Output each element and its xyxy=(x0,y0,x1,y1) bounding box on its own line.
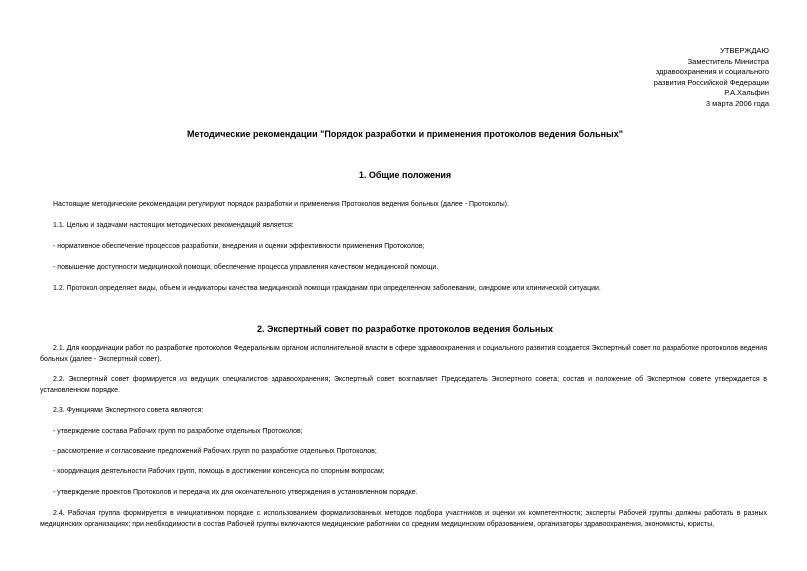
document-title: Методические рекомендации "Порядок разработки и применения протоколов ведения больных" xyxy=(186,129,624,139)
bullet-item: - нормативное обеспечение процессов разработки, внедрения и оценки эффективности применения Протоколов; xyxy=(53,243,425,250)
approval-signatory: Р.А.Хальфин xyxy=(724,88,769,97)
paragraph-2-4: 2.4. Рабочая группа формируется в инициативном порядке с использованием формализованных методов подбора участников и оценки их компетентности; эксперты Рабочей группы должны работать в разных медицинских организациях; при необходимости в состав Рабочей группы включаются медицинские работники со средним медицинским образованием, организаторы здравоохранения, экономисты, юристы, xyxy=(40,510,767,528)
paragraph-1-1: 1.1. Целью и задачами настоящих методических рекомендаций является: xyxy=(53,222,294,229)
section-1-heading: 1. Общие положения xyxy=(358,170,452,180)
approval-position: Заместитель Министра xyxy=(687,56,769,66)
approval-date: 3 марта 2006 года xyxy=(705,98,769,108)
paragraph-1-2: 1.2. Протокол определяет виды, объем и индикаторы качества медицинской помощи гражданам при определенном заболевании, синдроме или клинической ситуации. xyxy=(53,285,601,292)
bullet-item: - утверждение проектов Протоколов и передача их для окончательного утверждения в установленном порядке. xyxy=(53,489,418,496)
bullet-item: - повышение доступности медицинской помощи, обеспечение процесса управления качеством медицинской помощи. xyxy=(53,264,439,271)
section-2-heading: 2. Экспертный совет по разработке протоколов ведения больных xyxy=(256,324,554,334)
paragraph-2-3: 2.3. Функциями Экспертного совета являются: xyxy=(53,407,204,414)
approval-ministry-1: здравоохранения и социального xyxy=(655,67,769,76)
paragraph-2-2: 2.2. Экспертный совет формируется из ведущих специалистов здравоохранения; Экспертный совет возглавляет Председатель Экспертного совета; состав и положение об Экспертном совете утверждается в установленном порядке. xyxy=(40,376,767,394)
bullet-item: - координация деятельности Рабочих групп, помощь в достижении консенсуса по спорным вопросам; xyxy=(53,468,385,475)
paragraph-2-1: 2.1. Для координации работ по разработке протоколов Федеральным органом исполнительной власти в сфере здравоохранения и социального развития создается Экспертный совет по разработке протоколов ведения больных (далее - Экспертный совет). xyxy=(40,345,767,363)
bullet-item: - утверждение состава Рабочих групп по разработке отдельных Протоколов; xyxy=(53,428,303,435)
paragraph-intro: Настоящие методические рекомендации регулируют порядок разработки и применения Протоколов ведения больных (далее - Протоколы). xyxy=(53,201,509,208)
bullet-item: - рассмотрение и согласование предложений Рабочих групп по разработке отдельных Протоколов; xyxy=(53,448,377,455)
approval-block xyxy=(654,46,769,109)
approval-stamp: УТВЕРЖДАЮ xyxy=(720,46,769,55)
approval-ministry-2: развития Российской Федерации xyxy=(653,77,769,87)
